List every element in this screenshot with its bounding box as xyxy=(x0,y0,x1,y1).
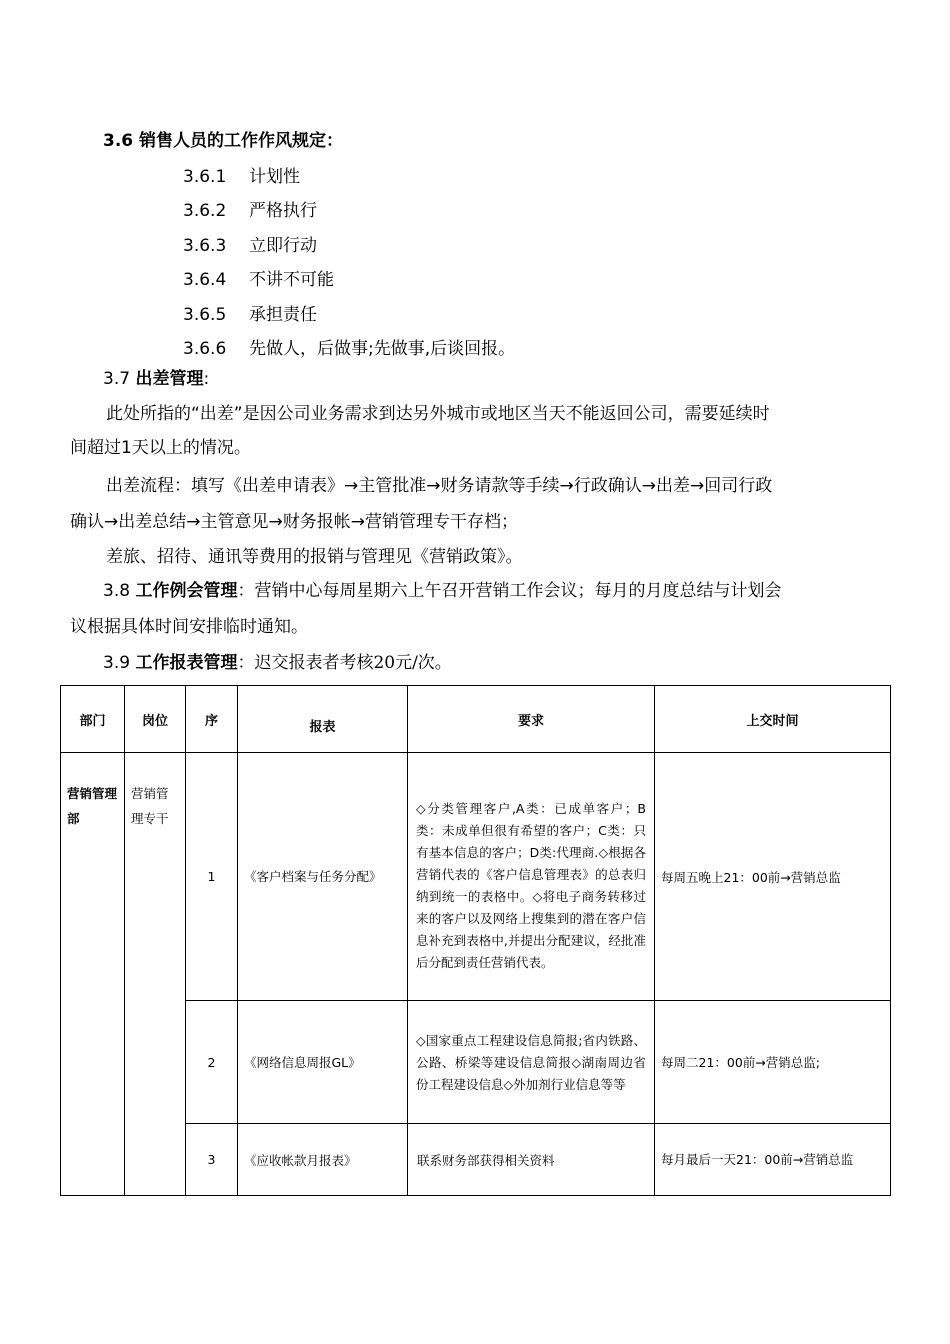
position-cell: 营销管理专干 xyxy=(125,753,186,1196)
section-3-8-line xyxy=(103,581,781,601)
colon: : xyxy=(203,369,210,389)
report-cell: 《网络信息周报GL》 xyxy=(238,1001,408,1124)
list-item xyxy=(183,162,300,187)
paragraph-line: 间超过1天以上的情况。 xyxy=(70,438,251,458)
item-text: 承担责任 xyxy=(249,305,317,325)
item-number: 3.6.3 xyxy=(183,236,227,256)
section-number: 3.7 xyxy=(103,369,136,389)
seq-cell: 2 xyxy=(186,1001,238,1124)
header-seq: 序 xyxy=(186,686,238,753)
item-text: 先做人，后做事;先做事,后谈回报。 xyxy=(249,339,516,359)
table-row xyxy=(61,1001,891,1124)
list-item xyxy=(183,265,334,290)
item-number: 3.6.1 xyxy=(183,167,227,187)
report-cell: 《客户档案与任务分配》 xyxy=(238,753,408,1001)
item-number: 3.6.5 xyxy=(183,305,227,325)
section-title: 工作报表管理 xyxy=(135,653,238,673)
item-text: 计划性 xyxy=(249,167,300,187)
section-text: ：营销中心每周星期六上午召开营销工作会议；每月的月度总结与计划会 xyxy=(237,581,782,601)
table-row xyxy=(61,753,891,1001)
item-text: 严格执行 xyxy=(249,201,317,221)
table-header-row xyxy=(61,686,891,753)
table-row xyxy=(61,1124,891,1196)
header-position: 岗位 xyxy=(125,686,186,753)
section-title: 出差管理 xyxy=(135,369,204,389)
header-report: 报表 xyxy=(238,686,408,753)
report-table xyxy=(60,685,891,1196)
report-cell: 《应收帐款月报表》 xyxy=(238,1124,408,1196)
seq-cell: 3 xyxy=(186,1124,238,1196)
section-number: 3.9 xyxy=(103,653,136,673)
dept-cell: 营销管理部 xyxy=(61,753,125,1196)
item-number: 3.6.6 xyxy=(183,339,227,359)
section-3-6-heading: 3.6 销售人员的工作作风规定： xyxy=(103,131,344,151)
section-text: ：迟交报表者考核20元/次。 xyxy=(237,653,452,673)
paragraph-line: 出差流程：填写《出差申请表》→主管批准→财务请款等手续→行政确认→出差→回司行政 xyxy=(106,476,773,496)
list-item xyxy=(183,231,317,256)
header-deadline: 上交时间 xyxy=(655,686,891,753)
header-dept: 部门 xyxy=(61,686,125,753)
paragraph-line: 此处所指的“出差”是因公司业务需求到达另外城市或地区当天不能返回公司，需要延续时 xyxy=(106,404,770,424)
list-item xyxy=(183,334,515,359)
paragraph-line: 确认→出差总结→主管意见→财务报帐→营销管理专干存档； xyxy=(70,512,518,532)
seq-cell: 1 xyxy=(186,753,238,1001)
deadline-cell: 每周五晚上21：00前→营销总监 xyxy=(655,753,891,1001)
item-number: 3.6.4 xyxy=(183,270,227,290)
item-text: 立即行动 xyxy=(249,236,317,256)
paragraph-line: 差旅、招待、通讯等费用的报销与管理见《营销政策》。 xyxy=(106,547,523,567)
section-3-9-line xyxy=(103,653,452,673)
requirement-cell: 联系财务部获得相关资料 xyxy=(408,1124,655,1196)
requirement-cell: ◇分类管理客户,A类：已成单客户；B类：未成单但很有希望的客户；C类：只有基本信息的客户；D类:代理商.◇根据各营销代表的《客户信息管理表》的总表归纳到统一的表格中。◇将电子商务转移过来的客户以及网络上搜集到的潜在客户信息补充到表格中,并提出分配建议，经批准后分配到责任营销代表。 xyxy=(408,753,655,1001)
requirement-cell: ◇国家重点工程建设信息简报;省内铁路、公路、桥梁等建设信息简报◇湖南周边省份工程建设信息◇外加剂行业信息等等 xyxy=(408,1001,655,1124)
section-title: 工作例会管理 xyxy=(135,581,238,601)
deadline-cell: 每周二21：00前→营销总监; xyxy=(655,1001,891,1124)
item-text: 不讲不可能 xyxy=(249,270,334,290)
paragraph-line: 议根据具体时间安排临时通知。 xyxy=(70,617,308,637)
section-3-7-heading xyxy=(103,369,209,389)
header-requirement: 要求 xyxy=(408,686,655,753)
list-item xyxy=(183,300,317,325)
list-item xyxy=(183,196,317,221)
deadline-cell: 每月最后一天21：00前→营销总监 xyxy=(655,1124,891,1196)
section-number: 3.8 xyxy=(103,581,136,601)
item-number: 3.6.2 xyxy=(183,201,227,221)
